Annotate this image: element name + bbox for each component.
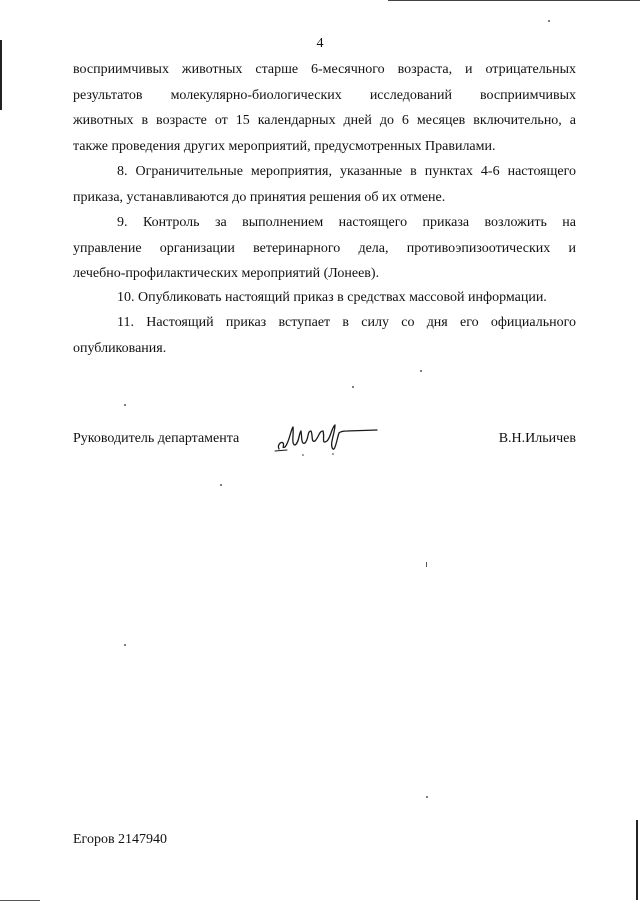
paragraph-8: [73, 159, 576, 210]
text-line: результатов молекулярно-биологических исследований восприимчивых: [73, 87, 576, 103]
scan-speck: [426, 562, 427, 567]
text-line: управление организации ветеринарного дела, противоэпизоотических и: [73, 240, 576, 256]
text-line: опубликования.: [73, 340, 167, 356]
paragraph-continuation: [73, 57, 576, 159]
scan-speck: [220, 484, 222, 486]
scan-edge-mark: [0, 40, 2, 110]
paragraph-9: [73, 210, 576, 287]
handwritten-signature: [273, 419, 383, 459]
text-line: 9. Контроль за выполнением настоящего приказа возложить на: [117, 215, 576, 230]
scan-speck: [420, 370, 422, 372]
signature-block: [73, 427, 576, 457]
paragraph-11: [73, 310, 576, 361]
scan-speck: [426, 796, 428, 798]
text-line: 11. Настоящий приказ вступает в силу со дня его официального: [117, 315, 576, 330]
text-line: также проведения других мероприятий, предусмотренных Правилами.: [73, 138, 496, 154]
scan-speck: [124, 644, 126, 646]
text-line: 8. Ограничительные мероприятия, указанные в пунктах 4-6 настоящего: [117, 164, 576, 179]
signatory-position: Руководитель департамента: [73, 431, 240, 446]
paragraph-10: [73, 285, 576, 311]
scan-edge-mark: [636, 820, 638, 900]
text-line: животных в возрасте от 15 календарных дней до 6 месяцев включительно, а: [73, 113, 576, 128]
text-line: приказа, устанавливаются до принятия решения об их отмене.: [73, 189, 446, 205]
scan-speck: [124, 404, 126, 406]
text-line: 10. Опубликовать настоящий приказ в средствах массовой информации.: [117, 290, 547, 305]
scan-speck: [352, 386, 354, 388]
signatory-name: В.Н.Ильичев: [498, 431, 576, 446]
text-line: лечебно-профилактических мероприятий (Лонеев).: [73, 266, 380, 281]
scan-speck: [548, 20, 550, 22]
text-line: восприимчивых животных старше 6-месячного возраста, и отрицательных: [73, 62, 576, 77]
page-number: 4: [316, 36, 324, 51]
scan-edge-mark: [0, 900, 40, 901]
executor-info: Егоров 2147940: [73, 832, 168, 847]
scan-edge-mark: [388, 0, 640, 1]
